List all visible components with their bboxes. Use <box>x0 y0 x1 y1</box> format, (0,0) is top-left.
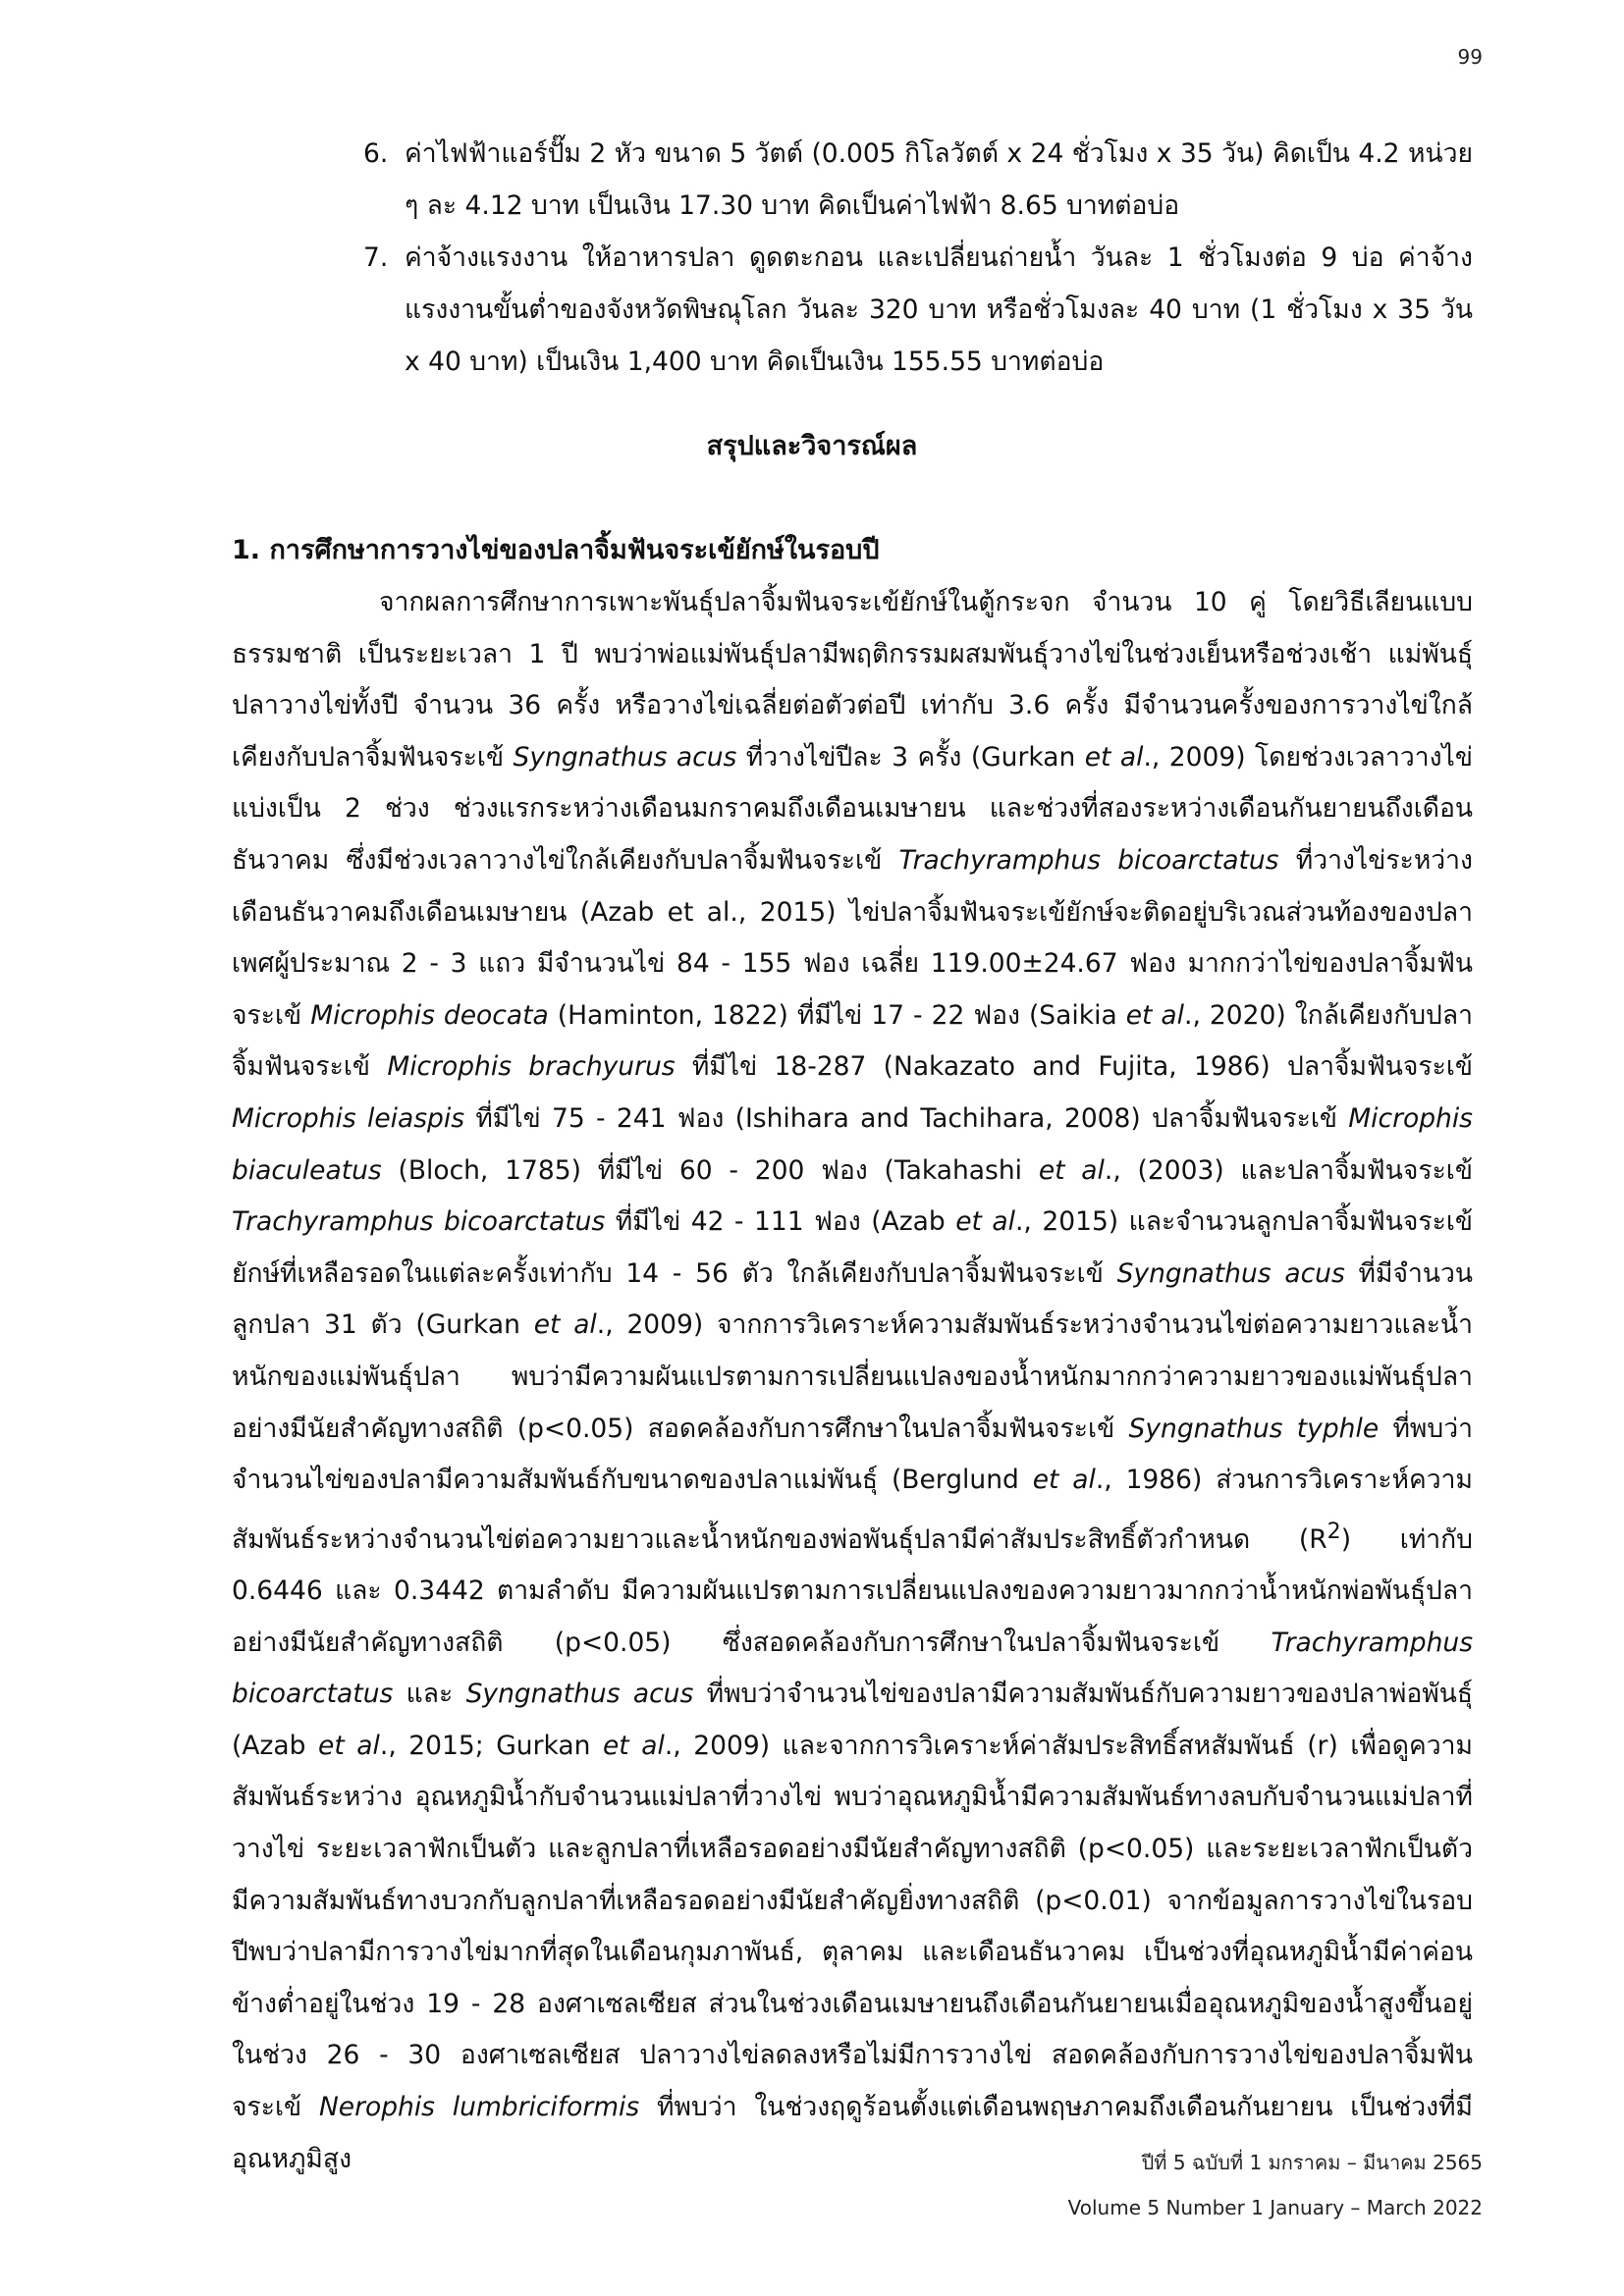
text-run: ที่วางไข่ระหว่างเดือนธันวาคมถึงเดือนเมษายน (Azab et al., 2015) ไข่ปลาจิ้มฟันจระเข้ยักษ์จะติดอยู่บริเวณส่วนท้องของปลาเพศผู้ประมาณ 2 - 3 แถว มีจำนวนไข่ 84 - 155 ฟอง เฉลี่ย 119.00±24.67 ฟอง มากกว่าไข่ของปลาจิ้มฟันจระเข้ <box>232 844 1473 1031</box>
species-name: Microphis biaculeatus <box>232 1102 1473 1186</box>
page-number: 99 <box>1457 45 1483 69</box>
text-run: ที่มีไข่ 18-287 (Nakazato and Fujita, 1986) ปลาจิ้มฟันจระเข้ <box>675 1051 1473 1083</box>
text-run: (Bloch, 1785) ที่มีไข่ 60 - 200 ฟอง (Takahashi <box>381 1154 1039 1186</box>
text-run: ที่พบว่าจำนวนไข่ของปลามีความสัมพันธ์กับขนาดของปลาแม่พันธุ์ (Berglund <box>232 1413 1473 1496</box>
species-name: Microphis deocata <box>310 999 549 1031</box>
text-run: ที่วางไข่ปีละ 3 ครั้ง (Gurkan <box>736 741 1085 773</box>
text-run: ที่มีไข่ 42 - 111 ฟอง (Azab <box>605 1206 956 1238</box>
species-name: Syngnathus acus <box>465 1679 694 1710</box>
text-run: จากผลการศึกษาการเพาะพันธุ์ปลาจิ้มฟันจระเข้ยักษ์ในตู้กระจก จำนวน 10 คู่ โดยวิธีเลียนแบบธรรมชาติ เป็นระยะเวลา 1 ปี พบว่าพ่อแม่พันธุ์ปลามีพฤติกรรมผสมพันธุ์วางไข่ในช่วงเย็นหรือช่วงเช้า แม่พันธุ์ปลาวางไข่ทั้งปี จำนวน 36 ครั้ง หรือวางไข่เฉลี่ยต่อตัวต่อปี เท่ากับ 3.6 ครั้ง มีจำนวนครั้งของการวางไข่ใกล้เคียงกับปลาจิ้มฟันจระเข้ <box>232 587 1473 773</box>
species-name: Nerophis lumbriciformis <box>318 2092 640 2123</box>
list-item-number: 7. <box>363 242 389 273</box>
list-item-text: ค่าจ้างแรงงาน ให้อาหารปลา ดูดตะกอน และเปลี่ยนถ่ายน้ำ วันละ 1 ชั่วโมงต่อ 9 บ่อ ค่าจ้างแรงงานขั้นต่ำของจังหวัดพิษณุโลก วันละ 320 บาท หรือชั่วโมงละ 40 บาท (1 ชั่วโมง x 35 วัน x 40 บาท) เป็นเงิน 1,400 บาท คิดเป็นเงิน 155.55 บาทต่อบ่อ <box>405 242 1473 377</box>
list-item <box>363 232 1473 388</box>
list-item <box>363 128 1473 232</box>
species-name: Trachyramphus bicoarctatus <box>232 1627 1473 1710</box>
et-al: et al <box>602 1730 665 1761</box>
text-run: ., (2003) และปลาจิ้มฟันจระเข้ <box>1104 1154 1473 1186</box>
species-name: Syngnathus acus <box>513 741 737 773</box>
text-run: ., 2015) และจำนวนลูกปลาจิ้มฟันจระเข้ยักษ์ที่เหลือรอดในแต่ละครั้งเท่ากับ 14 - 56 ตัว ใกล้เคียงกับปลาจิ้มฟันจระเข้ <box>232 1206 1473 1289</box>
et-al: et al <box>1084 741 1144 773</box>
et-al: et al <box>1032 1465 1096 1496</box>
footer-thai: ปีที่ 5 ฉบับที่ 1 มกราคม – มีนาคม 2565 <box>1141 2151 1483 2174</box>
section-title: สรุปและวิจารณ์ผล <box>706 431 918 461</box>
text-run: ที่มีจำนวนลูกปลา 31 ตัว (Gurkan <box>232 1257 1473 1341</box>
et-al: et al <box>533 1309 597 1341</box>
species-name: Trachyramphus bicoarctatus <box>898 844 1279 876</box>
text-run: ที่มีไข่ 75 - 241 ฟอง (Ishihara and Tachihara, 2008) ปลาจิ้มฟันจระเข้ <box>464 1102 1349 1134</box>
text-run: ที่พบว่าจำนวนไข่ของปลามีความสัมพันธ์กับความยาวของปลาพ่อพันธุ์ (Azab <box>232 1679 1473 1761</box>
journal-footer <box>1068 2140 1483 2230</box>
text-run: ., 2009) จากการวิเคราะห์ความสัมพันธ์ระหว่างจำนวนไข่ต่อความยาวและน้ำหนักของแม่พันธุ์ปลา พบว่ามีความผันแปรตามการเปลี่ยนแปลงของน้ำหนักมากกว่าความยาวของแม่พันธุ์ปลาอย่างมีนัยสำคัญทางสถิติ (p<0.05) สอดคล้องกับการศึกษาในปลาจิ้มฟันจระเข้ <box>232 1309 1473 1444</box>
et-al: et al <box>1038 1154 1105 1186</box>
list-item-text: ค่าไฟฟ้าแอร์ปั๊ม 2 หัว ขนาด 5 วัตต์ (0.005 กิโลวัตต์ x 24 ชั่วโมง x 35 วัน) คิดเป็น 4.2 หน่วย ๆ ละ 4.12 บาท เป็นเงิน 17.30 บาท คิดเป็นค่าไฟฟ้า 8.65 บาทต่อบ่อ <box>405 138 1473 221</box>
et-al: et al <box>318 1730 380 1761</box>
text-run: ., 2009) โดยช่วงเวลาวางไข่แบ่งเป็น 2 ช่วง ช่วงแรกระหว่างเดือนมกราคมถึงเดือนเมษายน และช่วงที่สองระหว่างเดือนกันยายนถึงเดือนธันวาคม ซึ่งมีช่วงเวลาวางไข่ใกล้เคียงกับปลาจิ้มฟันจระเข้ <box>232 741 1473 876</box>
text-run: ., 1986) ส่วนการวิเคราะห์ความสัมพันธ์ระหว่างจำนวนไข่ต่อความยาวและน้ำหนักของพ่อพันธุ์ปลามีค่าสัมประสิทธิ์ตัวกำหนด (R <box>232 1465 1473 1555</box>
text-run: ., 2015; Gurkan <box>379 1730 603 1761</box>
species-name: Microphis leiaspis <box>232 1102 465 1134</box>
text-run: และ <box>393 1679 466 1710</box>
footer-english: Volume 5 Number 1 January – March 2022 <box>1067 2196 1483 2219</box>
species-name: Trachyramphus bicoarctatus <box>232 1206 606 1238</box>
text-run: (Haminton, 1822) ที่มีไข่ 17 - 22 ฟอง (Saikia <box>548 999 1126 1031</box>
text-run: ) เท่ากับ 0.6446 และ 0.3442 ตามลำดับ มีความผันแปรตามการเปลี่ยนแปลงของความยาวมากกว่าน้ำหนักพ่อพันธุ์ปลาอย่างมีนัยสำคัญทางสถิติ (p<0.05) ซึ่งสอดคล้องกับการศึกษาในปลาจิ้มฟันจระเข้ <box>232 1523 1473 1658</box>
et-al: et al <box>955 1206 1015 1238</box>
et-al: et al <box>1125 999 1185 1031</box>
text-run: ., 2009) และจากการวิเคราะห์ค่าสัมประสิทธิ์สหสัมพันธ์ (r) เพื่อดูความสัมพันธ์ระหว่าง อุณหภูมิน้ำกับจำนวนแม่ปลาที่วางไข่ พบว่าอุณหภูมิน้ำมีความสัมพันธ์ทางลบกับจำนวนแม่ปลาที่วางไข่ ระยะเวลาฟักเป็นตัว และลูกปลาที่เหลือรอดอย่างมีนัยสำคัญทางสถิติ (p<0.05) และระยะเวลาฟักเป็นตัวมีความสัมพันธ์ทางบวกกับลูกปลาที่เหลือรอดอย่างมีนัยสำคัญยิ่งทางสถิติ (p<0.01) จากข้อมูลการวางไข่ในรอบปีพบว่าปลามีการวางไข่มากที่สุดในเดือนกุมภาพันธ์, ตุลาคม และเดือนธันวาคม เป็นช่วงที่อุณหภูมิน้ำมีค่าค่อนข้างต่ำอยู่ในช่วง 19 - 28 องศาเซลเซียส ส่วนในช่วงเดือนเมษายนถึงเดือนกันยายนเมื่ออุณหภูมิของน้ำสูงขึ้นอยู่ในช่วง 26 - 30 องศาเซลเซียส ปลาวางไข่ลดลงหรือไม่มีการวางไข่ สอดคล้องกับการวางไข่ของปลาจิ้มฟันจระเข้ <box>232 1730 1473 2123</box>
body-paragraph <box>232 577 1473 2185</box>
species-name: Microphis brachyurus <box>387 1051 676 1083</box>
sub-heading: 1. การศึกษาการวางไข่ของปลาจิ้มฟันจระเข้ยักษ์ในรอบปี <box>232 535 880 565</box>
text-run: ที่พบว่า ในช่วงฤดูร้อนตั้งแต่เดือนพฤษภาคมถึงเดือนกันยายน เป็นช่วงที่มีอุณหภูมิสูง <box>232 2092 1473 2174</box>
species-name: Syngnathus acus <box>1116 1257 1345 1289</box>
text-run: ., 2020) ใกล้เคียงกับปลาจิ้มฟันจระเข้ <box>232 999 1474 1083</box>
superscript: 2 <box>1326 1519 1341 1544</box>
cost-list <box>363 128 1473 388</box>
species-name: Syngnathus typhle <box>1128 1413 1380 1444</box>
list-item-number: 6. <box>363 138 389 169</box>
